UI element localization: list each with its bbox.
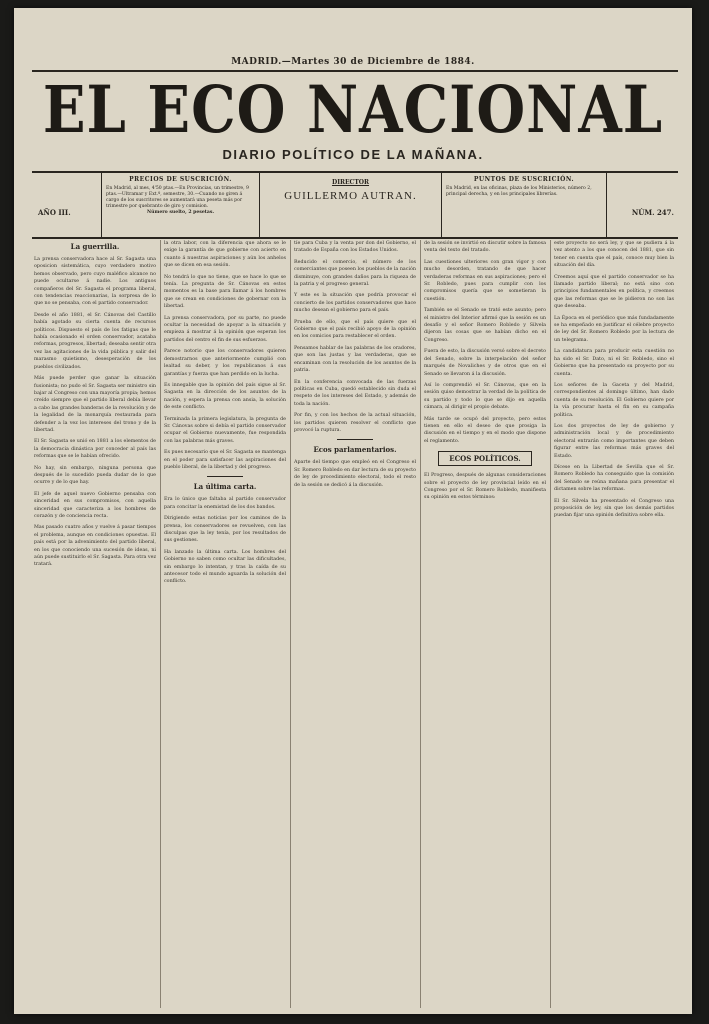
- issue-number: NÚM. 247.: [631, 208, 674, 217]
- paragraph: Es pues necesario que el Sr. Sagasta se mantenga en el poder para satisfacer las aspiraciones del pueblo liberal, de la libertad y del progreso.: [164, 450, 286, 470]
- paragraph: Los señores de la Gaceta y del Madrid, correspondientes al domingo último, han dado cuenta de su resolución. El Gobierno quiere por la vía procurar hasta el fin en su campaña política.: [554, 382, 674, 418]
- year-cell: [32, 173, 102, 237]
- article-heading-ultima-carta: La última carta.: [193, 482, 257, 492]
- column-separator: [550, 240, 551, 1008]
- paragraph: El Sr. Sagasta se unió en 1881 a los elementos de la democracia dinástica por conceder al país las reformas que se le habían ofrecido.: [34, 439, 156, 460]
- paragraph: Las cuestiones ulteriores con gran vigor y con mucho desorden, tratando de que hacer verdaderas reformas en sus aspiraciones; pero el Sr. Robledo, pues para cumplir con los compromisos quería que se sometieran la cuestión.: [424, 259, 546, 302]
- number-cell: [607, 173, 678, 237]
- paragraph: Aparte del tiempo que empleó en el Congreso el Sr. Romero Robledo en dar lectura de su proyecto de ley de procedimiento electoral, todo el resto de la sesión se dedicó á la discusión.: [294, 460, 416, 488]
- director-label: DIRECTOR: [331, 179, 370, 186]
- paragraph: Fuera de esto, la discusión versó sobre el decreto del Senado, sobre la interpelación del señor marqués de Novaliches y de otros que en el Senado se llevaron á la discusión.: [424, 349, 546, 377]
- paragraph: La candidatura para producir esta cuestión no ha sido el Sr. Dato, ni el Sr. Robledo, sino el Gobierno que ha presentado su proyecto por su cuenta.: [554, 349, 674, 377]
- divider: [337, 439, 374, 440]
- article-heading-ecos-parlamentarios: Ecos parlamentarios.: [313, 445, 397, 455]
- subscription-heading: PRECIOS DE SUSCRICIÓN.: [129, 176, 232, 183]
- newspaper-title: EL ECO NACIONAL: [42, 72, 664, 148]
- divider: [207, 476, 244, 477]
- dateline: MADRID.—Martes 30 de Diciembre de 1884.: [231, 57, 475, 67]
- column-2: [164, 240, 286, 1008]
- column-separator: [160, 240, 161, 1008]
- paragraph: También se el Senado se trató este asunto; pero el ministro del Interior afirmó que la sesión es un desafío y el señor Romero Robledo y Silvela dijeron las cosas que se habían dicho en el Congreso.: [424, 308, 546, 343]
- paragraph: La prensa conservadora, por su parte, no puede ocultar la necesidad de apoyar a la situación y empieza á mostrar á la opinión que esperan los partidos del centro el fin de sus esfuerzos.: [164, 315, 286, 343]
- paragraph: tíe para Cuba y la venta por don del Gobierno, el tratado de España con los Estados Unidos.: [294, 241, 416, 254]
- paragraph: Pensamos hablar de las palabras de los oradores, que son las justas y las verdaderas, que se encaminan con la resolución de los asuntos de la patria.: [294, 345, 416, 374]
- paragraph: Más tarde se ocupó del proyecto, pero estos tienen en ello el deseo de que prosiga la discusión en el tiempo y en el modo que dispone el reglamento.: [424, 416, 546, 444]
- newspaper-subtitle: DIARIO POLÍTICO DE LA MAÑANA.: [222, 147, 484, 162]
- paragraph: No hay, sin embargo, ninguna persona que después de lo sucedido pueda dudar de lo que ocurre y de lo que hay.: [34, 465, 156, 486]
- paragraph: No tendrá lo que no tiene, que se hace lo que se tenía. La pregunta de Sr. Cánovas en estos momentos es la base para llamar á los hombres que se crean en condiciones de gobernar con la libertad.: [164, 274, 286, 310]
- column-1: [34, 240, 156, 1008]
- paragraph: Creemos aquí que el partido conservador se ha llamado partido liberal; no está sino con principios fundamentales en política, y creemos que las reformas que se le pidieron no son las que deseaba.: [554, 274, 674, 310]
- paragraph: la otra labor, con la diferencia que ahora se le exige la garantía de que gobierne con acierto en cuanto á nuestras aspiraciones y aún los anhelos que se dicen en esa sesión.: [164, 241, 286, 269]
- subscription-note: Número suelto, 2 pesetas.: [146, 210, 215, 215]
- section-heading-ecos-politicos: ECOS POLÍTICOS.: [438, 451, 532, 466]
- paragraph: Mas pasado cuatro años y vuelve á pasar tiempos el problema, aunque en condiciones opuestas. El país está por la advenimiento del partido liberal, en los que conociendo una sucesión de ideas, ni aún puede sustituirlo el Sr. Sagasta. Para otra vez tratará.: [34, 525, 156, 568]
- paragraph: Ha lanzado la última carta. Los hombres del Gobierno no saben como ocultar las dificultades, sin embargo lo intentan, y tras la caída de su antecesor todo el mundo aguarda la solución del conflicto.: [164, 549, 286, 585]
- paragraph: Prueba de ello, que el país quiere que el Gobierno que el país recibió apoyo de la opinión en los comicios para restablecer el orden.: [294, 319, 416, 340]
- paragraph: Dícese en la Libertad de Sevilla que el Sr. Romero Robledo ha conseguido que la comisión del Senado se reúna mañana para presentar el dictamen sobre las reformas.: [554, 464, 674, 493]
- info-bar: [32, 171, 678, 239]
- points-cell: [442, 173, 607, 237]
- paragraph: Dirigiendo estas noticias por los caminos de la prensa, los conservadores se revuelven, con las disculpas que la ley tenía, por los resultados de sus gestiones.: [164, 516, 286, 544]
- paragraph: La Época en el periódico que más fundadamente se ha empeñado en justificar el célebre proyecto de ley del Sr. Romero Robledo por la lectura de un telegrama.: [554, 315, 674, 343]
- paragraph: El Progreso, después de algunas consideraciones sobre el proyecto de ley provincial leído en el Congreso por el Sr. Romero Robledo, manifiesta su opinión en estos términos:: [424, 473, 546, 501]
- paragraph: El jefe de aquel nuevo Gobierno pensaba con sinceridad en sus compromisos, con aquella sinceridad que caracteriza a los hombres de corazón y de conciencia recta.: [34, 491, 156, 519]
- column-5: [554, 240, 674, 1008]
- column-3: [294, 240, 416, 1008]
- paragraph: Así lo comprendió el Sr. Cánovas, que en la sesión quiso demostrar la verdad de la política de su partido y todo lo que se dijo en aquella cámara, al dirigir el propio debate.: [424, 382, 546, 411]
- paragraph: Era lo único que faltaba al partido conservador para concitar la enemistad de los dos bandos.: [164, 497, 286, 510]
- paragraph: La prensa conservadora hace al Sr. Sagasta una oposicion sistemática, cuyo verdadero motivo hemos observado, pero cuyo maléfico alcance no puede ocultarse á nadie. Los antiguos compañeros del Sr. Sagasta el programa liberal, con tendencias reaccionarias, la sorpresa de lo que no se pensaba, con el partido conservador.: [34, 257, 156, 307]
- points-text: En Madrid, en las oficinas, plaza de los Ministerios, número 2, principal derecha, y en los principales librerías.: [446, 186, 592, 197]
- paragraph: de la sesión se invirtió en discutir sobre la famosa venta del texto del tratado.: [424, 241, 546, 254]
- director-cell: [260, 173, 442, 237]
- paragraph: Los dos proyectos de ley de gobierno y administración local y de procedimiento electoral entrarán como importantes que deben figurar entre las reformas más graves del Estado.: [554, 423, 674, 459]
- article-heading-guerrilla: La guerrilla.: [70, 242, 120, 251]
- paragraph: Terminada la primera legislatura, la pregunta de Sr. Cánovas sobre si debía el partido conservador ocupar el Gobierno nuevamente, fue respondida con las palabras más graves.: [164, 416, 286, 444]
- paragraph: Y este es la situación que podría provocar el concierto de los partidos conservadores que hace mucho desean el gobierno para el país.: [294, 293, 416, 314]
- column-separator: [420, 240, 421, 1008]
- subscription-cell: [102, 173, 260, 237]
- points-heading: PUNTOS DE SUSCRICIÓN.: [473, 176, 575, 183]
- paragraph: este proyecto no será ley, y que se pudiera á la vez atento a los que conocen del 1881, que sin tener en cuenta que el país, conoce muy bien la situación del día.: [554, 241, 674, 269]
- director-name: GUILLERMO AUTRAN.: [284, 190, 417, 202]
- paragraph: En la conferencia convocada de las fuerzas políticas en Cuba, quedó establecido sin duda el respeto de los intereses del Estado, y además de toda la nación.: [294, 379, 416, 407]
- column-4: [424, 240, 546, 1008]
- newspaper-page: [14, 8, 692, 1014]
- paragraph: Más puede perder que ganar la situación fusionista; no pudo el Sr. Sagasta ser ministro sin bajar al Congreso con una mayoría propia; hemos creído siempre que el partido liberal debía llevar a cabo las grandes banderas de la revolución y de la legalidad de la monarquía restaurada para defender a la vez los intereses del trono y de la libertad.: [34, 376, 156, 433]
- subscription-text: En Madrid, al mes, 4'50 ptas.—En Provincias, un trimestre, 9 ptas.—Ultramar y Ext.º, semestre, 30.—Cuando no giren á cargo de los suscritores se aumentará una peseta más por trimestre por quebranto de giro y comision.: [106, 186, 249, 209]
- paragraph: Desde el año 1881, el Sr. Cánovas del Castillo había agotado su cierta cuenta de recursos políticos. Dispuesto el país de los fatigas que le había ocasionado el orden conservador, acataba reformas, progresos, libertad; deseaba sentir otra vez las agitaciones de la vida pública y salir del marasmo quietismo, desesperación de los pueblos civilizados.: [34, 312, 156, 370]
- paragraph: El Sr. Silvela ha presentado el Congreso una proposición de ley, sin que los demás partidos puedan fijar una opinión definitiva sobre ella.: [554, 498, 674, 519]
- paragraph: Por fin, y con los hechos de la actual situación, los partidos quieren resolver el conflicto que provocó la ruptura.: [294, 413, 416, 433]
- column-separator: [290, 240, 291, 1008]
- paragraph: Reducido el comercio, el número de los comerciantes que poseen los pueblos de la nación disminuye, con grandes daños para la riqueza de la patria y el progreso general.: [294, 259, 416, 288]
- year-label: AÑO III.: [38, 208, 71, 217]
- paragraph: Es innegable que la opinión del país sigue al Sr. Sagasta en la dirección de los asuntos de la nación, y espera la prensa con ansia, la solución de este conflicto.: [164, 382, 286, 411]
- paragraph: Parece notorio que los conservadores quieren demostrarnos que anteriormente cumplió con lealtad su deber, y los republicanos á sus garantías y fuerza que han perdido en la lucha.: [164, 349, 286, 377]
